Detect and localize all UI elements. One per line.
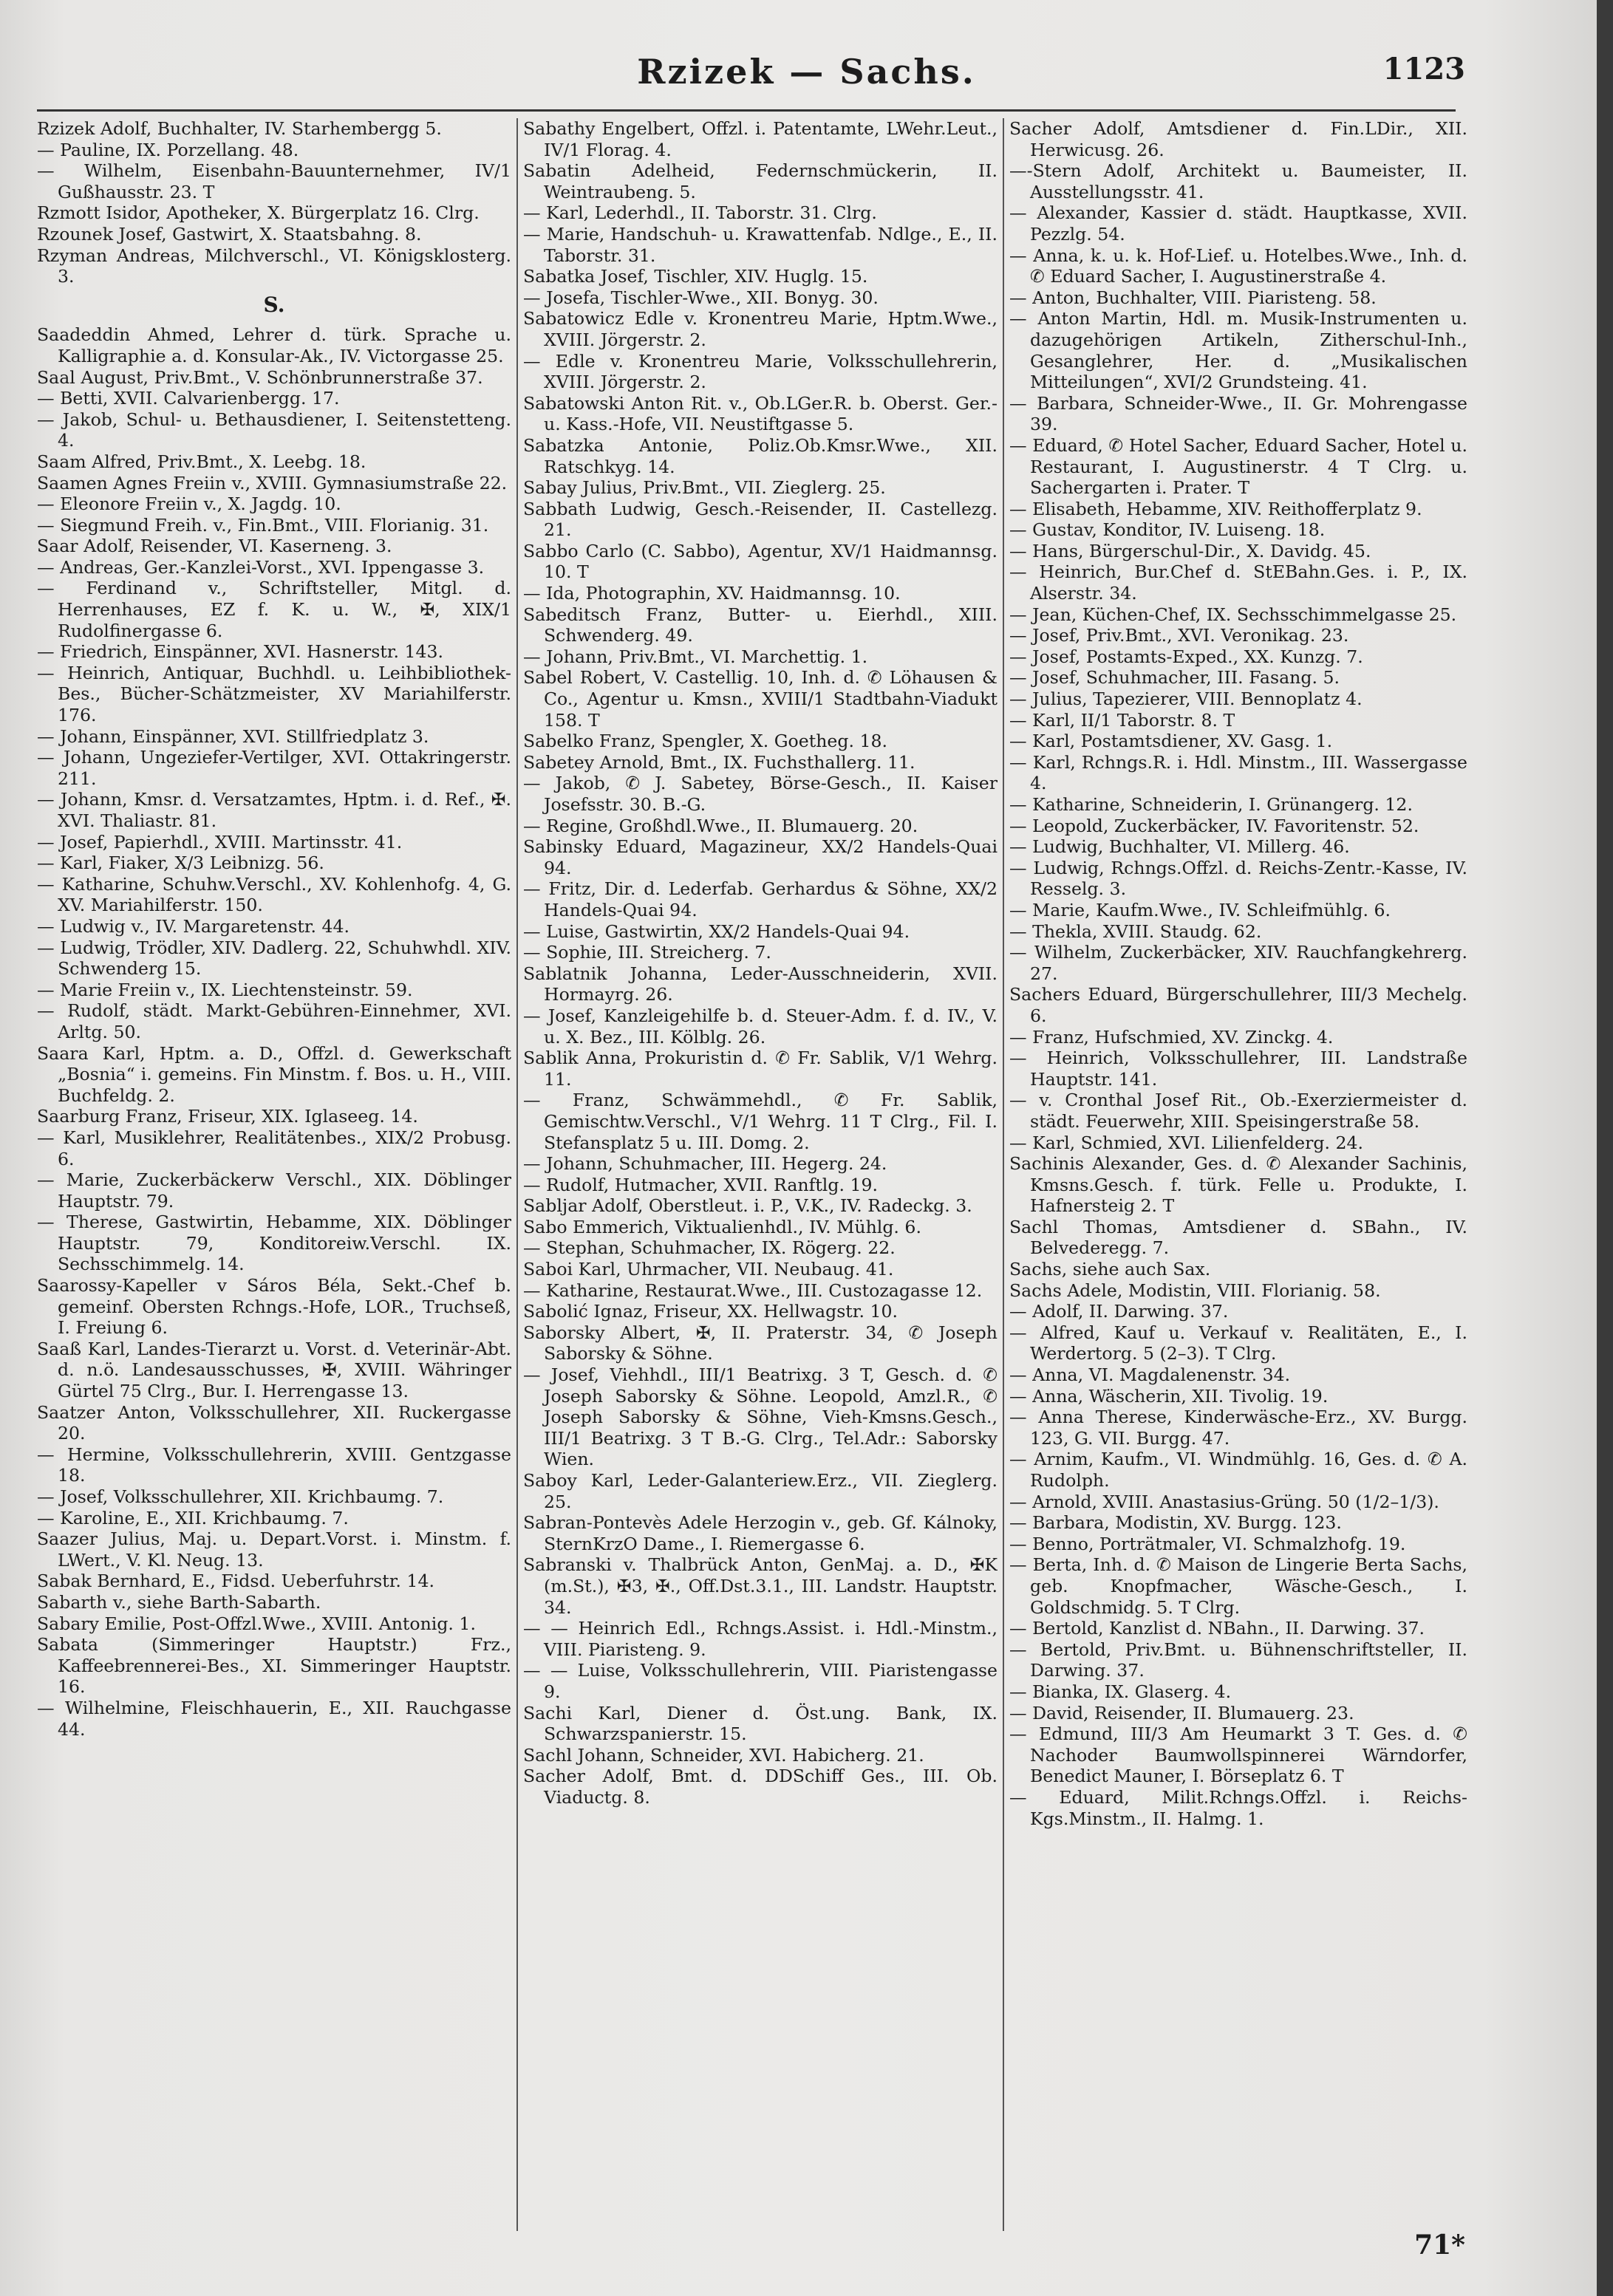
directory-entry: Sabata (Simmeringer Hauptstr.) Frz., Kaffeebrennerei-Bes., XI. Simmeringer Hauptstr. 16.	[37, 1634, 511, 1698]
directory-entry: Sabatzka Antonie, Poliz.Ob.Kmsr.Wwe., XII. Ratschkyg. 14.	[523, 434, 998, 477]
directory-entry: — Marie, Zuckerbäckerw Verschl., XIX. Döblinger Hauptstr. 79.	[37, 1169, 511, 1212]
directory-entry: — Anton, Buchhalter, VIII. Piaristeng. 58.	[1009, 287, 1377, 308]
directory-entry: — Betti, XVII. Calvarienbergg. 17.	[37, 388, 340, 409]
directory-entry: — Franz, Hufschmied, XV. Zinckg. 4.	[1009, 1026, 1334, 1048]
directory-entry: Saboy Karl, Leder-Galanteriew.Erz., VII. Zieglerg. 25.	[523, 1470, 998, 1512]
directory-entry: Sabel Robert, V. Castellig. 10, Inh. d. ✆ Löhausen & Co., Agentur u. Kmsn., XVIII/1 Stadtbahn-Viadukt 158. T	[523, 667, 998, 731]
directory-entry: — Katharine, Restaurat.Wwe., III. Custozagasse 12.	[523, 1279, 983, 1301]
directory-entry: Sachs Adele, Modistin, VIII. Florianig. 58.	[1009, 1279, 1381, 1301]
directory-entry: — Anna, Wäscherin, XII. Tivolig. 19.	[1009, 1385, 1329, 1407]
directory-entry: — Edle v. Kronentreu Marie, Volksschullehrerin, XVIII. Jörgerstr. 2.	[523, 350, 998, 393]
directory-entry: — Fritz, Dir. d. Lederfab. Gerhardus & Söhne, XX/2 Handels-Quai 94.	[523, 878, 998, 920]
directory-entry: Saar Adolf, Reisender, VI. Kaserneng. 3.	[37, 536, 392, 557]
directory-entry: Sachl Thomas, Amtsdiener d. SBahn., IV. Belvederegg. 7.	[1009, 1216, 1467, 1259]
page-edge	[1597, 0, 1613, 2296]
directory-entry: Saara Karl, Hptm. a. D., Offzl. d. Gewerkschaft „Bosnia“ i. gemeins. Fin Minstm. f. Bos. u. H., VIII. Buchfeldg. 2.	[37, 1042, 511, 1106]
running-head: Rzizek — Sachs.	[637, 52, 976, 92]
directory-entry: — Katharine, Schneiderin, I. Grünangerg. 12.	[1009, 794, 1413, 815]
directory-entry: — Hans, Bürgerschul-Dir., X. Davidg. 45.	[1009, 540, 1371, 561]
directory-entry: — Bertold, Priv.Bmt. u. Bühnenschriftsteller, II. Darwing. 37.	[1009, 1639, 1467, 1681]
directory-entry: —-Stern Adolf, Architekt u. Baumeister, II. Ausstellungsstr. 41.	[1009, 160, 1467, 202]
column-1	[37, 118, 511, 2246]
column-2	[523, 118, 998, 2246]
directory-entry: — Julius, Tapezierer, VIII. Bennoplatz 4.	[1009, 689, 1363, 710]
column-3	[1009, 118, 1467, 2246]
directory-entry: — Heinrich, Antiquar, Buchhdl. u. Leihbibliothek-Bes., Bücher-Schätzmeister, XV Mariahilferstr. 176.	[37, 662, 511, 726]
directory-entry: Sabak Bernhard, E., Fidsd. Ueberfuhrstr. 14.	[37, 1571, 434, 1592]
directory-entry: Sablatnik Johanna, Leder-Ausschneiderin, XVII. Hormayrg. 26.	[523, 963, 998, 1005]
directory-entry: — Karoline, E., XII. Krichbaumg. 7.	[37, 1507, 349, 1528]
directory-entry: — Josef, Priv.Bmt., XVI. Veronikag. 23.	[1009, 625, 1349, 646]
directory-entry: — Josef, Volksschullehrer, XII. Krichbaumg. 7.	[37, 1486, 444, 1507]
directory-entry: — Katharine, Schuhw.Verschl., XV. Kohlenhofg. 4, G. XV. Mariahilferstr. 150.	[37, 873, 511, 916]
directory-entry: — Alexander, Kassier d. städt. Hauptkasse, XVII. Pezzlg. 54.	[1009, 202, 1467, 245]
directory-entry: Sachl Johann, Schneider, XVI. Habicherg. 21.	[523, 1744, 924, 1766]
directory-entry: Sabo Emmerich, Viktualienhdl., IV. Mühlg. 6.	[523, 1216, 921, 1237]
directory-entry: — Anna Therese, Kinderwäsche-Erz., XV. Burgg. 123, G. VII. Burgg. 47.	[1009, 1407, 1467, 1449]
directory-entry: Rzyman Andreas, Milchverschl., VI. Königsklosterg. 3.	[37, 245, 511, 287]
directory-entry: — Karl, Musiklehrer, Realitätenbes., XIX/2 Probusg. 6.	[37, 1127, 511, 1169]
directory-entry: — Luise, Gastwirtin, XX/2 Handels-Quai 94.	[523, 920, 910, 942]
signature-mark: 71*	[1414, 2230, 1465, 2261]
directory-entry: — Jakob, ✆ J. Sabetey, Börse-Gesch., II. Kaiser Josefsstr. 30. B.-G.	[523, 773, 998, 815]
directory-entry: — Johann, Ungeziefer-Vertilger, XVI. Ottakringerstr. 211.	[37, 747, 511, 789]
directory-entry: Sabatowicz Edle v. Kronentreu Marie, Hptm.Wwe., XVIII. Jörgerstr. 2.	[523, 308, 998, 350]
directory-entry: — v. Cronthal Josef Rit., Ob.-Exerziermeister d. städt. Feuerwehr, XIII. Speisingerstraße 58.	[1009, 1090, 1467, 1132]
directory-entry: Sabolić Ignaz, Friseur, XX. Hellwagstr. 10.	[523, 1301, 898, 1322]
directory-entry: — Josef, Papierhdl., XVIII. Martinsstr. 41.	[37, 831, 403, 853]
directory-entry: Saatzer Anton, Volksschullehrer, XII. Ruckergasse 20.	[37, 1401, 511, 1444]
directory-entry: Rzounek Josef, Gastwirt, X. Staatsbahng. 8.	[37, 223, 422, 245]
directory-entry: Sablik Anna, Prokuristin d. ✆ Fr. Sablik, V/1 Wehrg. 11.	[523, 1048, 998, 1090]
directory-entry: — Heinrich, Bur.Chef d. StEBahn.Ges. i. P., IX. Alserstr. 34.	[1009, 561, 1467, 604]
directory-entry: — Berta, Inh. d. ✆ Maison de Lingerie Berta Sachs, geb. Knopfmacher, Wäsche-Gesch., I. Goldschmidg. 5. T Clrg.	[1009, 1554, 1467, 1618]
directory-entry: — Elisabeth, Hebamme, XIV. Reithofferplatz 9.	[1009, 498, 1422, 519]
page-number: 1123	[1382, 52, 1465, 86]
directory-entry: Sachi Karl, Diener d. Öst.ung. Bank, IX. Schwarzspanierstr. 15.	[523, 1702, 998, 1745]
directory-entry: — Karl, Lederhdl., II. Taborstr. 31. Clrg.	[523, 202, 877, 224]
header-rule	[37, 109, 1456, 112]
directory-entry: Saarburg Franz, Friseur, XIX. Iglaseeg. 14.	[37, 1106, 418, 1127]
directory-entry: — Barbara, Modistin, XV. Burgg. 123.	[1009, 1512, 1342, 1534]
directory-entry: — Marie Freiin v., IX. Liechtensteinstr. 59.	[37, 979, 413, 1000]
directory-entry: — Arnim, Kaufm., VI. Windmühlg. 16, Ges. d. ✆ A. Rudolph.	[1009, 1449, 1467, 1491]
directory-entry: — Eleonore Freiin v., X. Jagdg. 10.	[37, 493, 341, 515]
directory-entry: — Barbara, Schneider-Wwe., II. Gr. Mohrengasse 39.	[1009, 392, 1467, 435]
directory-entry: — Ludwig v., IV. Margaretenstr. 44.	[37, 915, 350, 937]
directory-entry: — Alfred, Kauf u. Verkauf v. Realitäten, E., I. Werdertorg. 5 (2–3). T Clrg.	[1009, 1322, 1467, 1364]
directory-entry: — Jean, Küchen-Chef, IX. Sechsschimmelgasse 25.	[1009, 604, 1457, 625]
directory-entry: — Karl, Fiaker, X/3 Leibnizg. 56.	[37, 853, 324, 874]
directory-entry: — Rudolf, städt. Markt-Gebühren-Einnehmer, XVI. Arltg. 50.	[37, 1000, 511, 1042]
directory-entry: — Stephan, Schuhmacher, IX. Rögerg. 22.	[523, 1237, 896, 1259]
directory-entry: — Anna, VI. Magdalenenstr. 34.	[1009, 1364, 1291, 1386]
directory-entry: Sabetey Arnold, Bmt., IX. Fuchsthallerg. 11.	[523, 751, 915, 773]
directory-entry: — Anton Martin, Hdl. m. Musik-Instrumenten u. dazugehörigen Artikeln, Zitherschul-Inh., Gesanglehrer, Her. d. „Musikalischen Mitteilungen“, XVI/2 Grundsteing. 41.	[1009, 308, 1467, 393]
directory-entry: — Johann, Schuhmacher, III. Hegerg. 24.	[523, 1153, 887, 1175]
directory-entry: Sachs, siehe auch Sax.	[1009, 1259, 1211, 1280]
column-divider	[1003, 118, 1004, 2231]
directory-entry: — Adolf, II. Darwing. 37.	[1009, 1301, 1229, 1322]
directory-entry: — Ida, Photographin, XV. Haidmannsg. 10.	[523, 583, 901, 604]
directory-entry: Saarossy-Kapeller v Sáros Béla, Sekt.-Chef b. gemeinf. Obersten Rchngs.-Hofe, LOR., Truchseß, I. Freiung 6.	[37, 1275, 511, 1339]
directory-entry: Sacher Adolf, Amtsdiener d. Fin.LDir., XII. Herwicusg. 26.	[1009, 118, 1467, 160]
directory-entry: — Josef, Postamts-Exped., XX. Kunzg. 7.	[1009, 646, 1363, 667]
directory-entry: — Regine, Großhdl.Wwe., II. Blumauerg. 20.	[523, 815, 918, 836]
directory-entry: Saazer Julius, Maj. u. Depart.Vorst. i. Minstm. f. LWert., V. Kl. Neug. 13.	[37, 1528, 511, 1571]
directory-entry: Saborsky Albert, ✠, II. Praterstr. 34, ✆ Joseph Saborsky & Söhne.	[523, 1322, 998, 1364]
directory-entry: Sabatin Adelheid, Federnschmückerin, II. Weintraubeng. 5.	[523, 160, 998, 202]
directory-entry: — Franz, Schwämmehdl., ✆ Fr. Sablik, Gemischtw.Verschl., V/1 Wehrg. 11 T Clrg., Fil. I. Stefansplatz 5 u. III. Domg. 2.	[523, 1090, 998, 1153]
directory-entry: — Marie, Kaufm.Wwe., IV. Schleifmühlg. 6.	[1009, 899, 1391, 920]
directory-entry: — Wilhelm, Eisenbahn-Bauunternehmer, IV/1 Gußhausstr. 23. T	[37, 160, 511, 202]
directory-entry: — Ferdinand v., Schriftsteller, Mitgl. d. Herrenhauses, EZ f. K. u. W., ✠, XIX/1 Rudolfinergasse 6.	[37, 578, 511, 641]
directory-entry: — Jakob, Schul- u. Bethausdiener, I. Seitenstetteng. 4.	[37, 409, 511, 451]
directory-entry: — Rudolf, Hutmacher, XVII. Ranftlg. 19.	[523, 1174, 878, 1195]
directory-entry: Sabary Emilie, Post-Offzl.Wwe., XVIII. Antonig. 1.	[37, 1613, 476, 1634]
directory-entry: Saam Alfred, Priv.Bmt., X. Leebg. 18.	[37, 451, 366, 472]
directory-entry: — Josef, Viehhdl., III/1 Beatrixg. 3 T, Gesch. d. ✆ Joseph Saborsky & Söhne. Leopold, Amzl.R., ✆ Joseph Saborsky & Söhne, Vieh-Kmsns.Gesch., III/1 Beatrixg. 3 T B.-G. Clrg., Tel.Adr.: Saborsky Wien.	[523, 1364, 998, 1470]
directory-entry: Saadeddin Ahmed, Lehrer d. türk. Sprache u. Kalligraphie a. d. Konsular-Ak., IV. Victorgasse 25.	[37, 324, 511, 366]
directory-entry: Sacher Adolf, Bmt. d. DDSchiff Ges., III. Ob. Viaductg. 8.	[523, 1766, 998, 1808]
directory-entry: Sabbo Carlo (C. Sabbo), Agentur, XV/1 Haidmannsg. 10. T	[523, 540, 998, 583]
directory-entry: — Leopold, Zuckerbäcker, IV. Favoritenstr. 52.	[1009, 815, 1419, 836]
column-divider	[516, 118, 518, 2231]
directory-entry: Sabinsky Eduard, Magazineur, XX/2 Handels-Quai 94.	[523, 836, 998, 878]
directory-entry: — Marie, Handschuh- u. Krawattenfab. Ndlge., E., II. Taborstr. 31.	[523, 223, 998, 266]
directory-entry: — — Heinrich Edl., Rchngs.Assist. i. Hdl.-Minstm., VIII. Piaristeng. 9.	[523, 1618, 998, 1660]
directory-entry: — Eduard, ✆ Hotel Sacher, Eduard Sacher, Hotel u. Restaurant, I. Augustinerstr. 4 T Clrg. u. Sachergarten i. Prater. T	[1009, 434, 1467, 499]
directory-entry: Sabatowski Anton Rit. v., Ob.LGer.R. b. Oberst. Ger.- u. Kass.-Hofe, VII. Neustiftgasse 5.	[523, 392, 998, 435]
directory-entry: — Sophie, III. Streicherg. 7.	[523, 942, 771, 963]
directory-entry: — Wilhelmine, Fleischhauerin, E., XII. Rauchgasse 44.	[37, 1697, 511, 1740]
directory-entry: — Bianka, IX. Glaserg. 4.	[1009, 1681, 1232, 1702]
directory-entry: — Gustav, Konditor, IV. Luiseng. 18.	[1009, 519, 1326, 541]
directory-entry: Sachers Eduard, Bürgerschullehrer, III/3 Mechelg. 6.	[1009, 984, 1467, 1026]
directory-entry: — Karl, Schmied, XVI. Lilienfelderg. 24.	[1009, 1132, 1363, 1153]
directory-entry: — Karl, Postamtsdiener, XV. Gasg. 1.	[1009, 731, 1333, 752]
directory-entry: Sabatka Josef, Tischler, XIV. Huglg. 15.	[523, 266, 868, 287]
directory-entry: Sabarth v., siehe Barth-Sabarth.	[37, 1591, 321, 1613]
directory-entry: — Andreas, Ger.-Kanzlei-Vorst., XVI. Ippengasse 3.	[37, 556, 485, 578]
page-header	[0, 52, 1613, 103]
directory-entry: — Pauline, IX. Porzellang. 48.	[37, 139, 299, 160]
directory-entry: — Johann, Kmsr. d. Versatzamtes, Hptm. i. d. Ref., ✠. XVI. Thaliastr. 81.	[37, 789, 511, 831]
directory-entry: — Wilhelm, Zuckerbäcker, XIV. Rauchfangkehrerg. 27.	[1009, 942, 1467, 984]
directory-entry: — Karl, II/1 Taborstr. 8. T	[1009, 709, 1235, 731]
directory-entry: — — Luise, Volksschullehrerin, VIII. Piaristengasse 9.	[523, 1660, 998, 1702]
directory-entry: Sabathy Engelbert, Offzl. i. Patentamte, LWehr.Leut., IV/1 Florag. 4.	[523, 118, 998, 160]
directory-entry: — Josef, Kanzleigehilfe b. d. Steuer-Adm. f. d. IV., V. u. X. Bez., III. Kölblg. 26.	[523, 1005, 998, 1048]
directory-entry: — Karl, Rchngs.R. i. Hdl. Minstm., III. Wassergasse 4.	[1009, 751, 1467, 794]
directory-entry: Sachinis Alexander, Ges. d. ✆ Alexander Sachinis, Kmsns.Gesch. f. türk. Felle u. Produkte, I. Hafnersteig 2. T	[1009, 1153, 1467, 1217]
directory-entry: — Heinrich, Volksschullehrer, III. Landstraße Hauptstr. 141.	[1009, 1048, 1467, 1090]
directory-entry: — Eduard, Milit.Rchngs.Offzl. i. Reichs-Kgs.Minstm., II. Halmg. 1.	[1009, 1786, 1467, 1829]
directory-entry: Saboi Karl, Uhrmacher, VII. Neubaug. 41.	[523, 1259, 894, 1280]
directory-entry: — Hermine, Volksschullehrerin, XVIII. Gentzgasse 18.	[37, 1443, 511, 1486]
directory-entry: — Arnold, XVIII. Anastasius-Grüng. 50 (1/2–1/3).	[1009, 1491, 1439, 1512]
directory-entry: — Edmund, III/3 Am Heumarkt 3 T. Ges. d. ✆ Nachoder Baumwollspinnerei Wärndorfer, Benedict Mauner, I. Börseplatz 6. T	[1009, 1723, 1467, 1787]
directory-entry: — Josefa, Tischler-Wwe., XII. Bonyg. 30.	[523, 287, 879, 308]
directory-entry: Saal August, Priv.Bmt., V. Schönbrunnerstraße 37.	[37, 366, 483, 388]
directory-entry: — Ludwig, Rchngs.Offzl. d. Reichs-Zentr.-Kasse, IV. Resselg. 3.	[1009, 857, 1467, 900]
directory-entry: — Siegmund Freih. v., Fin.Bmt., VIII. Florianig. 31.	[37, 514, 489, 536]
directory-entry: — Anna, k. u. k. Hof-Lief. u. Hotelbes.Wwe., Inh. d. ✆ Eduard Sacher, I. Augustinerstraße 4.	[1009, 245, 1467, 287]
directory-entry: — Ludwig, Trödler, XIV. Dadlerg. 22, Schuhwhdl. XIV. Schwenderg 15.	[37, 937, 511, 980]
section-letter: S.	[263, 292, 285, 317]
directory-entry: — Bertold, Kanzlist d. NBahn., II. Darwing. 37.	[1009, 1618, 1425, 1639]
directory-entry: Sabranski v. Thalbrück Anton, GenMaj. a. D., ✠K (m.St.), ✠3, ✠., Off.Dst.3.1., III. Landstr. Hauptstr. 34.	[523, 1554, 998, 1618]
directory-entry: Sabran-Pontevès Adele Herzogin v., geb. Gf. Kálnoky, SternKrzO Dame., I. Riemergasse 6.	[523, 1512, 998, 1554]
directory-entry: — David, Reisender, II. Blumauerg. 23.	[1009, 1702, 1354, 1723]
directory-entry: — Therese, Gastwirtin, Hebamme, XIX. Döblinger Hauptstr. 79, Konditoreiw.Verschl. IX. Sechsschimmelg. 14.	[37, 1212, 511, 1275]
directory-entry: Sabbath Ludwig, Gesch.-Reisender, II. Castellezg. 21.	[523, 498, 998, 541]
directory-entry: Rzizek Adolf, Buchhalter, IV. Starhembergg 5.	[37, 118, 442, 139]
directory-entry: — Friedrich, Einspänner, XVI. Hasnerstr. 143.	[37, 641, 444, 663]
directory-entry: — Johann, Priv.Bmt., VI. Marchettig. 1.	[523, 646, 868, 667]
directory-entry: Sabelko Franz, Spengler, X. Goetheg. 18.	[523, 731, 887, 752]
directory-entry: — Josef, Schuhmacher, III. Fasang. 5.	[1009, 667, 1340, 689]
directory-entry: Sabeditsch Franz, Butter- u. Eierhdl., XIII. Schwenderg. 49.	[523, 604, 998, 646]
directory-entry: — Benno, Porträtmaler, VI. Schmalzhofg. 19.	[1009, 1533, 1406, 1554]
directory-entry: Sabljar Adolf, Oberstleut. i. P., V.K., IV. Radeckg. 3.	[523, 1195, 972, 1217]
directory-entry: Sabay Julius, Priv.Bmt., VII. Zieglerg. 25.	[523, 477, 886, 499]
directory-entry: Saamen Agnes Freiin v., XVIII. Gymnasiumstraße 22.	[37, 472, 508, 493]
directory-entry: Saaß Karl, Landes-Tierarzt u. Vorst. d. Veterinär-Abt. d. n.ö. Landesausschusses, ✠, XVIII. Währinger Gürtel 75 Clrg., Bur. I. Herrengasse 13.	[37, 1338, 511, 1402]
directory-entry: — Thekla, XVIII. Staudg. 62.	[1009, 920, 1262, 942]
directory-entry: — Johann, Einspänner, XVI. Stillfriedplatz 3.	[37, 725, 429, 747]
directory-entry: — Ludwig, Buchhalter, VI. Millerg. 46.	[1009, 836, 1350, 858]
directory-entry: Rzmott Isidor, Apotheker, X. Bürgerplatz 16. Clrg.	[37, 202, 480, 224]
